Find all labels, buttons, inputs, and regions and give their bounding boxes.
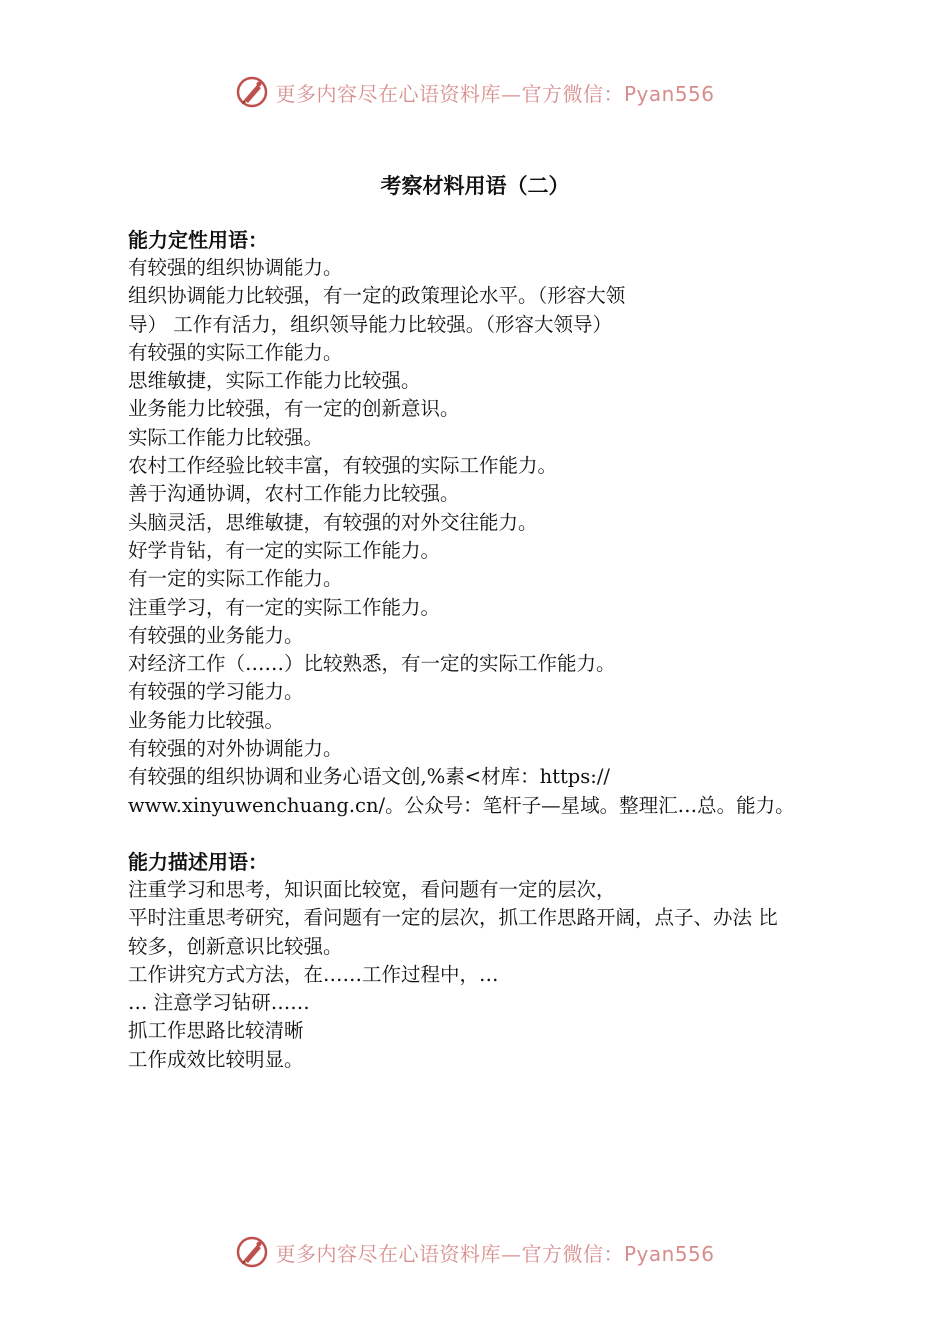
text-line: 抓工作思路比较清晰 [128,1019,304,1043]
text-line: 平时注重思考研究，看问题有一定的层次，抓工作思路开阔，点子、办法 比 [128,906,778,930]
text-line: 好学肯钻，有一定的实际工作能力。 [128,538,441,562]
pen-logo-icon [235,75,269,109]
watermark-banner-top [0,72,950,112]
text-line: 有一定的实际工作能力。 [128,567,343,591]
text-line: 有较强的实际工作能力。 [128,340,343,364]
text-line: 实际工作能力比较强。 [128,425,324,449]
text-line: 组织协调能力比较强，有一定的政策理论水平。（形容大领 [128,284,626,308]
text-line: 工作成效比较明显。 [128,1047,304,1071]
section-heading: 能力定性用语： [128,228,268,252]
text-line: 有较强的组织协调和业务心语文创,%素<材库：https:// [128,765,610,789]
pen-logo-icon [235,1235,269,1269]
text-line: 业务能力比较强，有一定的创新意识。 [128,397,460,421]
text-line: 注重学习，有一定的实际工作能力。 [128,595,441,619]
text-line: 头脑灵活，思维敏捷，有较强的对外交往能力。 [128,510,538,534]
text-line: 有较强的学习能力。 [128,680,304,704]
text-line: 工作讲究方式方法，在……工作过程中，… [128,962,499,986]
text-line: 对经济工作（……）比较熟悉，有一定的实际工作能力。 [128,652,616,676]
watermark-text: 更多内容尽在心语资料库—官方微信：Pyan556 [275,81,715,106]
text-line: 有较强的组织协调能力。 [128,256,343,279]
text-line: 有较强的对外协调能力。 [128,737,343,761]
text-line: 善于沟通协调，农村工作能力比较强。 [128,482,460,506]
text-line: 有较强的业务能力。 [128,623,304,647]
watermark-text: 更多内容尽在心语资料库—官方微信：Pyan556 [275,1241,715,1266]
document-body [128,226,838,1074]
section-spacer [128,820,838,848]
text-line: 注重学习和思考，知识面比较宽，看问题有一定的层次， [128,877,616,901]
watermark-banner-bottom [0,1232,950,1272]
text-line: 导） 工作有活力，组织领导能力比较强。（形容大领导） [128,312,612,336]
text-line: 较多，创新意识比较强。 [128,934,343,958]
text-line: 业务能力比较强。 [128,708,285,732]
text-line: … 注意学习钻研…… [128,991,310,1015]
text-line: 农村工作经验比较丰富，有较强的实际工作能力。 [128,454,558,478]
document-title: 考察材料用语（二） [380,174,570,198]
text-line: 思维敏捷，实际工作能力比较强。 [128,369,421,393]
section-heading: 能力描述用语： [128,849,268,874]
text-line: www.xinyuwenchuang.cn/。公众号：笔杆子—星域。整理汇…总。能力。 [128,793,795,817]
